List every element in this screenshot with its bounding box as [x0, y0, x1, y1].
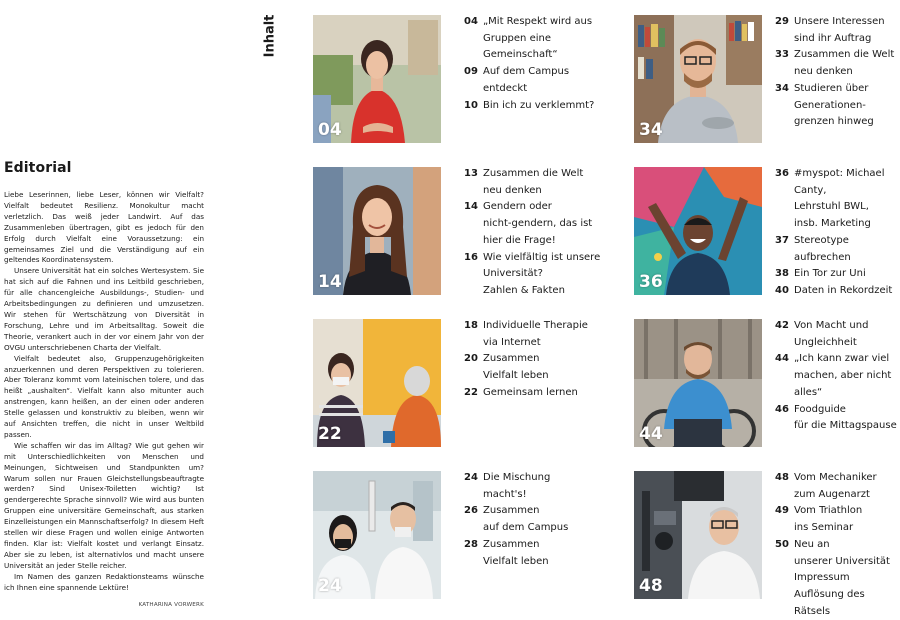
photo-page-number: 22	[318, 424, 342, 444]
toc-page-number: 04	[464, 16, 478, 27]
editorial-title: Editorial	[4, 160, 72, 176]
toc-page-number: 18	[464, 320, 478, 331]
toc-entry[interactable]	[775, 47, 894, 80]
toc-entry[interactable]	[775, 503, 900, 536]
toc-title: Zusammen auf dem Campus	[483, 505, 569, 534]
toc-title: Vom Mechaniker zum Augenarzt	[794, 472, 877, 500]
photo-page-number: 24	[318, 576, 342, 596]
toc-group-3	[464, 166, 600, 300]
toc-title: Vom Triathlon ins Seminar	[794, 505, 863, 534]
toc-page-number: 33	[775, 49, 789, 61]
photo-page-number: 48	[639, 576, 663, 596]
photo-tile-2	[634, 15, 762, 143]
toc-entry[interactable]	[464, 64, 594, 97]
toc-page-number: 37	[775, 234, 789, 246]
photo-tile-1	[313, 15, 441, 143]
toc-page-number: 50	[775, 538, 789, 550]
toc-entry[interactable]	[775, 470, 900, 503]
toc-title: Foodguide für die Mittagspause	[794, 403, 897, 432]
toc-entry[interactable]	[464, 537, 568, 570]
toc-title: Zusammen Vielfalt leben	[483, 538, 549, 567]
photo-page-number: 14	[318, 272, 342, 292]
toc-entry[interactable]	[464, 351, 588, 384]
toc-page-number: 38	[775, 268, 789, 280]
toc-page-number: 20	[464, 353, 478, 365]
toc-page-number: 29	[775, 16, 789, 27]
toc-group-5	[464, 318, 588, 402]
photo-tile-7	[313, 471, 441, 599]
toc-page-number: 16	[464, 251, 478, 263]
toc-title: Bin ich zu verklemmt?	[483, 99, 595, 111]
toc-entry[interactable]	[464, 250, 600, 300]
toc-title: „Ich kann zwar viel machen, aber nicht alles“	[794, 353, 892, 398]
toc-group-2	[775, 14, 894, 131]
toc-title: Individuelle Therapie via Internet	[483, 320, 588, 348]
toc-page-number: 49	[775, 505, 789, 517]
toc-title: „Mit Respekt wird aus Gruppen eine Gemeinschaft“	[483, 16, 593, 61]
toc-page-number: 44	[775, 353, 789, 365]
toc-page-number: 34	[775, 82, 789, 94]
editorial-author: KATHARINA VORWERK	[138, 601, 204, 608]
toc-page-number: 22	[464, 386, 478, 398]
toc-group-4	[775, 166, 900, 300]
toc-entry[interactable]	[775, 318, 900, 351]
photo-tile-3	[313, 167, 441, 295]
toc-entry[interactable]	[775, 14, 894, 47]
photo-tile-4	[634, 167, 762, 295]
editorial-paragraph: Wie schaffen wir das im Alltag? Wie gut gehen wir mit Unterschiedlichkeiten von Menschen und Meinungen, Sichtweisen und Standpunkten um? Warum sollen nur Frauen Gleichstellungsbeauftragte werden? Sind Unisex-Toiletten wichtig? Ist gendergerechte Sprache sinnvoll? Wie wird aus bunten Gruppen eine universitäre Gemeinschaft, aus starken Einzelleistungen ein Mannschaftserfolg? In diesem Heft stellen wir diese Fragen und wollen einige Antworten finden. Klar ist: Vielfalt kostet und verlangt Einsatz. Aber sie zu leben, ist alternativlos und macht unsere Universität an jeder Stelle reicher.	[4, 440, 204, 570]
toc-page-number: 24	[464, 472, 478, 483]
toc-entry[interactable]	[464, 385, 588, 402]
toc-entry[interactable]	[775, 166, 900, 233]
toc-group-6	[775, 318, 900, 435]
toc-page-number: 46	[775, 403, 789, 415]
toc-page-number: 14	[464, 201, 478, 213]
toc-title: #myspot: Michael Canty, Lehrstuhl BWL, insb. Marketing	[794, 168, 885, 230]
editorial-paragraph: Liebe Leserinnen, liebe Leser, können wir Vielfalt? Vielfalt bedeutet Resilienz. Monokultur macht verletzlich. Das weiß jeder Landwirt. Auf das Zusammenleben übertragen, gibt es jedoch für den Erfolg durch Vielfalt eine Voraussetzung: ein gemeinsames Ziel und die Verständigung auf ein geltendes Koordinatensystem.	[4, 190, 204, 265]
toc-page-number: 28	[464, 538, 478, 550]
editorial-body	[4, 190, 204, 594]
toc-entry[interactable]	[775, 351, 900, 401]
toc-title: Auf dem Campus entdeckt	[483, 66, 570, 94]
toc-entry[interactable]	[464, 199, 600, 249]
toc-title: Zusammen die Welt neu denken	[794, 49, 895, 78]
photo-page-number: 44	[639, 424, 663, 444]
toc-title: Stereotype aufbrechen	[794, 234, 851, 263]
toc-entry[interactable]	[775, 402, 900, 435]
photo-tile-6	[634, 319, 762, 447]
toc-page-number: 09	[464, 66, 478, 78]
toc-entry[interactable]	[775, 266, 900, 283]
toc-group-8	[775, 470, 900, 620]
toc-title: Neu an unserer Universität Impressum Auflösung des Rätsels	[794, 538, 890, 617]
toc-page-number: 48	[775, 472, 789, 483]
toc-page-number: 10	[464, 99, 478, 111]
toc-page-number: 13	[464, 168, 478, 179]
toc-title: Zusammen Vielfalt leben	[483, 353, 549, 382]
toc-entry[interactable]	[775, 233, 900, 266]
contents-heading-text: Inhalt	[262, 14, 278, 58]
photo-tile-8	[634, 471, 762, 599]
editorial	[4, 160, 204, 608]
toc-entry[interactable]	[464, 503, 568, 536]
contents-heading	[262, 16, 278, 56]
photo-page-number: 04	[318, 120, 342, 140]
toc-page-number: 42	[775, 320, 789, 331]
toc-title: Studieren über Generationen- grenzen hinweg	[794, 82, 874, 128]
toc-entry[interactable]	[464, 98, 594, 115]
photo-page-number: 36	[639, 272, 663, 292]
editorial-paragraph: Vielfalt bedeutet also, Gruppenzugehörigkeiten anzuerkennen und deren Perspektiven zu tolerieren. Aber Toleranz kommt vom lateinischen tolere, und das heißt „aushalten“. Vielfalt kann also mitunter auch anstrengen, kann heißen, an der einen oder anderen Stelle gelassen und konstruktiv zu bleiben, wenn wir auf Ansichten treffen, die nicht in unser Weltbild passen.	[4, 353, 204, 439]
editorial-paragraph: Im Namen des ganzen Redaktionsteams wünsche ich Ihnen eine spannende Lektüre!	[4, 571, 204, 592]
toc-title: Gendern oder nicht-gendern, das ist hier die Frage!	[483, 201, 593, 246]
toc-entry[interactable]	[775, 283, 900, 300]
toc-entry[interactable]	[464, 166, 600, 199]
toc-entry[interactable]	[775, 537, 900, 620]
toc-entry[interactable]	[464, 470, 568, 503]
photo-tile-5	[313, 319, 441, 447]
toc-title: Gemeinsam lernen	[483, 386, 578, 398]
toc-title: Unsere Interessen sind ihr Auftrag	[794, 16, 885, 44]
toc-page-number: 36	[775, 168, 789, 179]
toc-title: Zusammen die Welt neu denken	[483, 168, 584, 196]
toc-group-1	[464, 14, 594, 114]
toc-entry[interactable]	[464, 14, 594, 64]
photo-page-number: 34	[639, 120, 663, 140]
toc-title: Ein Tor zur Uni	[794, 268, 866, 280]
toc-title: Die Mischung macht's!	[483, 472, 551, 500]
toc-group-7	[464, 470, 568, 570]
toc-entry[interactable]	[464, 318, 588, 351]
toc-title: Von Macht und Ungleichheit	[794, 320, 869, 348]
toc-entry[interactable]	[775, 81, 894, 131]
toc-page-number: 26	[464, 505, 478, 517]
toc-title: Daten in Rekordzeit	[794, 284, 893, 296]
toc-title: Wie vielfältig ist unsere Universität? Zahlen & Fakten	[483, 251, 601, 296]
editorial-paragraph: Unsere Universität hat ein solches Wertesystem. Sie hat sich auf die Fahnen und ins Leitbild geschrieben, für alle chancengleiche Ausbildungs-, Studien- und Arbeitsbedingungen zu definieren und umzusetzen. Wir stehen für Wertschätzung von Diversität in Forschung, Lehre und im Arbeitsalltag. Soweit die Theorie, verankert auch in der vor einem Jahr von der OVGU unterschriebenen Charta der Vielfalt.	[4, 266, 204, 352]
toc-page-number: 40	[775, 284, 789, 296]
